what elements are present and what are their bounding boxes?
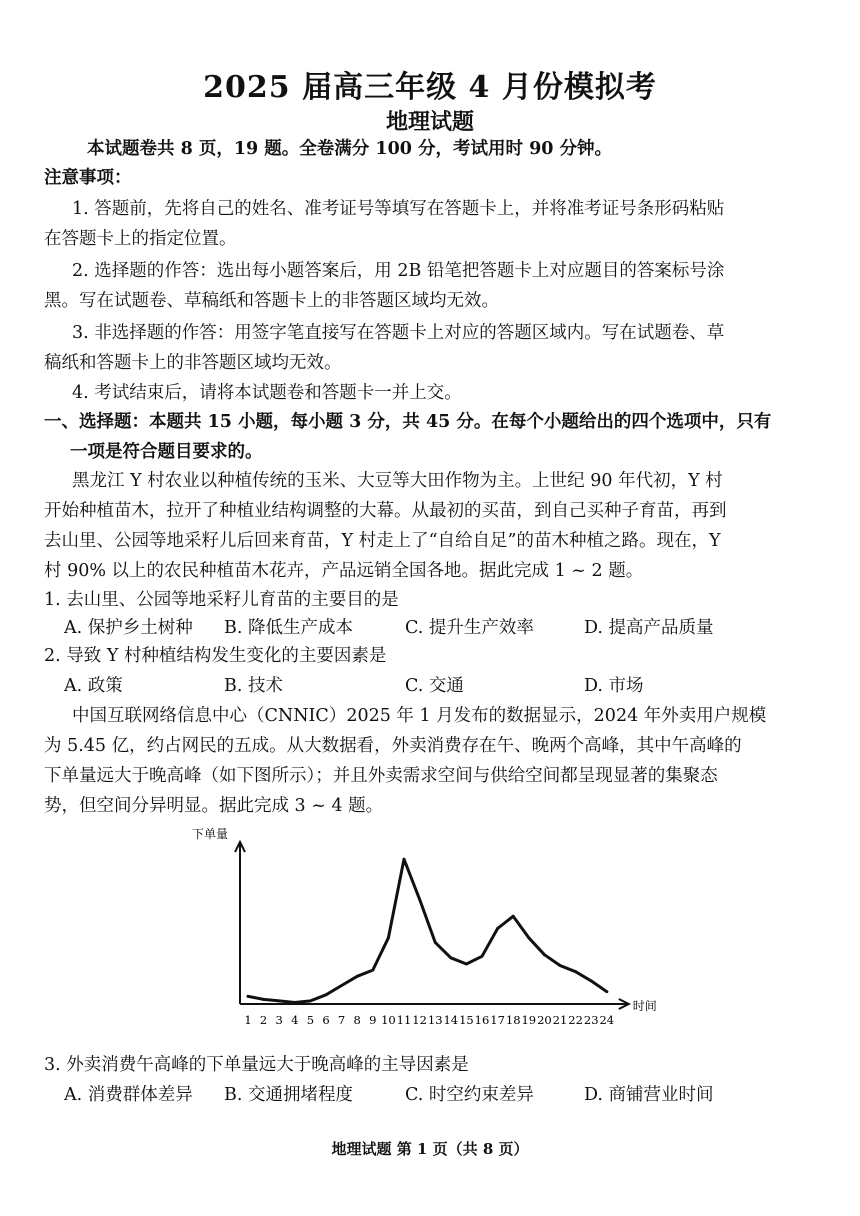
x-tick-label: 1 xyxy=(244,1013,252,1027)
notice-item-2-line-2: 黑。写在试题卷、草稿纸和答题卡上的非答题区域均无效。 xyxy=(44,291,499,311)
notice-item-3-line-2: 稿纸和答题卡上的非答题区域均无效。 xyxy=(44,353,342,373)
notice-item-1-line-2: 在答题卡上的指定位置。 xyxy=(44,229,237,249)
data-point xyxy=(371,969,374,972)
section-1-heading-line-2: 一项是符合题目要求的。 xyxy=(70,442,263,462)
x-tick-label: 7 xyxy=(337,1013,346,1027)
x-tick-label: 12 xyxy=(412,1013,427,1027)
data-point xyxy=(559,964,562,967)
question-1-option-a: A. 保护乡土树种 xyxy=(64,618,193,638)
question-1-option-d: D. 提高产品质量 xyxy=(584,618,714,638)
data-point xyxy=(574,970,577,973)
y-axis-label: 下单量 xyxy=(192,827,229,841)
exam-info: 本试题卷共 8 页，19 题。全卷满分 100 分，考试用时 90 分钟。 xyxy=(87,139,613,159)
x-tick-label: 2 xyxy=(259,1013,268,1027)
passage-2-line-3: 下单量远大于晚高峰（如下图所示）；并且外卖需求空间与供给空间都呈现显著的集聚态 xyxy=(44,766,718,786)
x-tick-label: 21 xyxy=(552,1013,568,1027)
passage-2-line-4: 势，但空间分异明显。据此完成 3 ~ 4 题。 xyxy=(44,796,384,816)
data-point xyxy=(387,936,390,939)
x-tick-label: 3 xyxy=(275,1013,283,1027)
x-axis-label: 时间 xyxy=(632,999,657,1013)
question-3-option-a: A. 消费群体差异 xyxy=(64,1085,193,1105)
passage-1-line-2: 开始种植苗木，拉开了种植业结构调整的大幕。从最初的买苗，到自己买种子育苗，再到 xyxy=(44,501,727,521)
x-tick-label: 17 xyxy=(490,1013,505,1027)
x-tick-label: 11 xyxy=(396,1013,412,1027)
data-point xyxy=(527,936,530,939)
notice-item-2-line-1: 2. 选择题的作答：选出每小题答案后，用 2B 铅笔把答题卡上对应题目的答案标号涂 xyxy=(72,261,725,281)
passage-1-line-3: 去山里、公园等地采籽儿后回来育苗，Y 村走上了“自给自足”的苗木种植之路。现在，Y xyxy=(44,531,721,551)
data-point xyxy=(309,1000,312,1003)
data-point xyxy=(481,955,484,958)
data-point xyxy=(325,993,328,996)
question-2-option-d: D. 市场 xyxy=(584,676,644,696)
question-2-stem: 2. 导致 Y 村种植结构发生变化的主要因素是 xyxy=(44,646,387,666)
data-point xyxy=(278,1000,281,1003)
data-point xyxy=(543,953,546,956)
notice-item-3-line-1: 3. 非选择题的作答：用签字笔直接写在答题卡上对应的答题区域内。写在试题卷、草 xyxy=(72,323,725,343)
data-point xyxy=(247,995,250,998)
data-point xyxy=(449,956,452,959)
x-tick-label: 8 xyxy=(353,1013,361,1027)
x-tick-label: 23 xyxy=(583,1013,599,1027)
data-point xyxy=(496,927,499,930)
data-point xyxy=(512,915,515,918)
x-tick-label: 14 xyxy=(443,1013,459,1027)
passage-2-line-1: 中国互联网络信息中心（CNNIC）2025 年 1 月发布的数据显示，2024 年外卖用户规模 xyxy=(72,706,767,726)
question-3-option-d: D. 商铺营业时间 xyxy=(584,1085,714,1105)
data-point xyxy=(340,984,343,987)
x-tick-label: 20 xyxy=(537,1013,552,1027)
exam-subject: 地理试题 xyxy=(385,109,474,135)
x-tick-label: 6 xyxy=(322,1013,330,1027)
notice-heading: 注意事项： xyxy=(44,168,132,188)
section-1-heading-line-1: 一、选择题：本题共 15 小题，每小题 3 分，共 45 分。在每个小题给出的四个选项中，只有 xyxy=(44,412,772,432)
x-tick-label: 4 xyxy=(291,1013,299,1027)
data-point xyxy=(418,898,421,901)
question-1-option-b: B. 降低生产成本 xyxy=(224,618,353,638)
question-1-option-c: C. 提升生产效率 xyxy=(405,618,534,638)
order-volume-series-line xyxy=(248,859,607,1002)
passage-2-line-2: 为 5.45 亿，约占网民的五成。从大数据看，外卖消费存在午、晚两个高峰，其中午高峰的 xyxy=(44,736,742,756)
x-tick-label: 5 xyxy=(306,1013,315,1027)
question-2-option-a: A. 政策 xyxy=(64,676,123,696)
x-tick-label: 9 xyxy=(369,1013,377,1027)
passage-1-line-1: 黑龙江 Y 村农业以种植传统的玉米、大豆等大田作物为主。上世纪 90 年代初，Y 村 xyxy=(72,471,723,491)
x-tick-label: 10 xyxy=(381,1013,396,1027)
question-3-option-c: C. 时空约束差异 xyxy=(405,1085,534,1105)
data-point xyxy=(403,858,406,861)
question-3-stem: 3. 外卖消费午高峰的下单量远大于晚高峰的主导因素是 xyxy=(44,1055,469,1075)
data-point xyxy=(605,990,608,993)
notice-item-4: 4. 考试结束后，请将本试题卷和答题卡一并上交。 xyxy=(72,383,462,403)
order-volume-line-chart xyxy=(185,822,685,1040)
x-tick-label: 24 xyxy=(599,1013,615,1027)
question-2-option-c: C. 交通 xyxy=(405,676,464,696)
data-point xyxy=(434,941,437,944)
exam-title: 2025 届高三年级 4 月份模拟考 xyxy=(203,70,657,105)
x-tick-label: 22 xyxy=(568,1013,583,1027)
x-tick-label: 15 xyxy=(459,1013,474,1027)
x-tick-label: 18 xyxy=(505,1013,521,1027)
question-3-option-b: B. 交通拥堵程度 xyxy=(224,1085,353,1105)
x-tick-label: 19 xyxy=(521,1013,537,1027)
x-tick-label: 16 xyxy=(474,1013,490,1027)
question-1-stem: 1. 去山里、公园等地采籽儿育苗的主要目的是 xyxy=(44,590,399,610)
data-point xyxy=(465,963,468,966)
x-tick-label: 13 xyxy=(427,1013,443,1027)
question-2-option-b: B. 技术 xyxy=(224,676,283,696)
passage-1-line-4: 村 90% 以上的农民种植苗木花卉，产品远销全国各地。据此完成 1 ~ 2 题。 xyxy=(44,561,644,581)
data-point xyxy=(590,980,593,983)
page-footer: 地理试题 第 1 页（共 8 页） xyxy=(331,1140,529,1158)
data-point xyxy=(262,998,265,1001)
data-point xyxy=(293,1001,296,1004)
data-point xyxy=(356,975,359,978)
notice-item-1-line-1: 1. 答题前，先将自己的姓名、准考证号等填写在答题卡上，并将准考证号条形码粘贴 xyxy=(72,199,725,219)
